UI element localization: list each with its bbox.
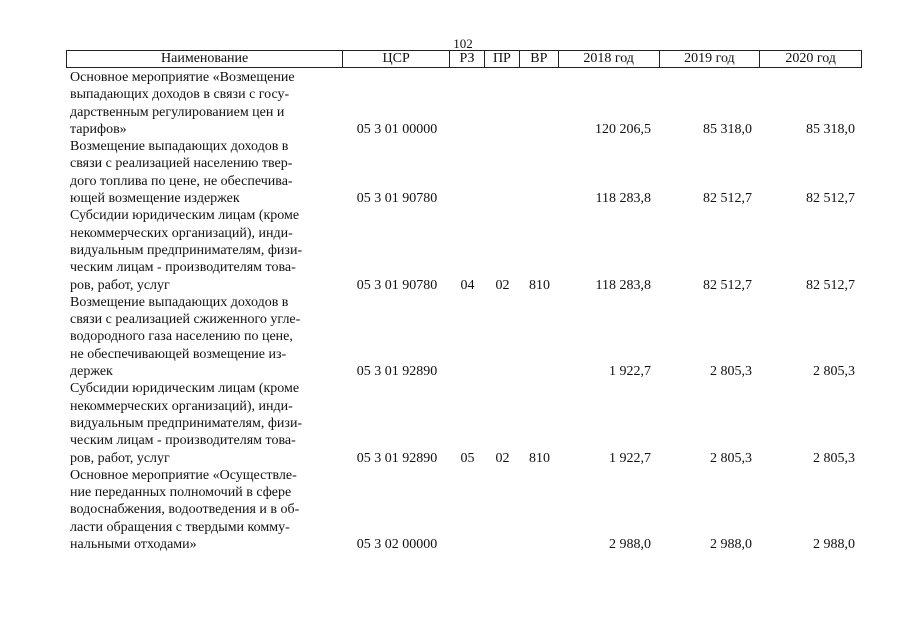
row-pr — [485, 121, 520, 138]
row-name-line: связи с реализацией населению твер- — [70, 156, 293, 172]
table-row — [66, 207, 866, 293]
row-value-2019: 2 805,3 — [710, 364, 752, 380]
row-vr: 810 — [529, 450, 550, 466]
row-name-line: некоммерческих организаций), инди- — [70, 225, 293, 241]
row-value-2019: 82 512,7 — [703, 277, 752, 293]
row-name-line: видуальным предпринимателям, физи- — [70, 242, 303, 258]
row-rz — [450, 363, 485, 380]
row-name-line: выпадающих доходов в связи с госу- — [70, 87, 290, 103]
table-row — [66, 380, 866, 466]
row-name-line: ласти обращения с твердыми комму- — [70, 519, 290, 535]
row-value-2020: 82 512,7 — [806, 191, 855, 207]
row-value-2019: 85 318,0 — [703, 121, 752, 137]
header-name: Наименование — [67, 51, 343, 67]
table-body — [66, 69, 866, 553]
row-csr: 05 3 01 92890 — [356, 364, 438, 380]
row-name-line: ние переданных полномочий в сфере — [70, 485, 292, 501]
row-pr — [485, 536, 520, 553]
row-name-line: водородного газа населению по цене, — [70, 329, 293, 345]
row-value-2020: 2 805,3 — [813, 450, 855, 466]
header-year-2020: 2020 год — [785, 51, 836, 66]
header-rz: РЗ — [450, 51, 485, 67]
row-name-line: видуальным предпринимателям, физи- — [70, 415, 303, 431]
row-rz — [450, 536, 485, 553]
row-rz — [450, 121, 485, 138]
row-name-line: ческим лицам - производителям това- — [70, 260, 296, 276]
row-value-2020: 82 512,7 — [806, 277, 855, 293]
row-value-2020: 85 318,0 — [806, 121, 855, 137]
row-pr: 02 — [495, 450, 510, 466]
row-vr — [520, 121, 559, 138]
row-name — [66, 467, 340, 553]
row-name-line: держек — [70, 364, 113, 380]
row-name — [66, 294, 340, 380]
row-name-line: тарифов» — [70, 121, 127, 137]
row-value-2018: 120 206,5 — [595, 121, 651, 137]
row-name-line: Субсидии юридическим лицам (кроме — [70, 381, 300, 397]
row-name — [66, 69, 340, 138]
table-header — [66, 50, 862, 68]
row-name — [66, 138, 340, 207]
row-name-line: не обеспечивающей возмещение из- — [70, 346, 287, 362]
row-vr — [520, 190, 559, 207]
row-pr: 02 — [495, 277, 510, 293]
row-vr — [520, 536, 559, 553]
row-name-line: ров, работ, услуг — [70, 450, 170, 466]
row-pr — [485, 363, 520, 380]
row-csr: 05 3 01 00000 — [356, 121, 438, 137]
row-value-2019: 2 805,3 — [710, 450, 752, 466]
row-name-line: нальными отходами» — [70, 537, 197, 553]
row-name-line: ющей возмещение издержек — [70, 191, 240, 207]
row-value-2018: 118 283,8 — [595, 277, 651, 293]
header-vr: ВР — [520, 51, 559, 67]
row-name-line: связи с реализацией сжиженного угле- — [70, 312, 301, 328]
row-name-line: дарственным регулированием цен и — [70, 104, 285, 120]
row-rz — [450, 190, 485, 207]
page-number: 102 — [453, 36, 473, 51]
header-csr: ЦСР — [343, 51, 450, 67]
table-row — [66, 69, 866, 138]
row-vr — [520, 363, 559, 380]
row-value-2019: 82 512,7 — [703, 191, 752, 207]
row-csr: 05 3 01 90780 — [356, 191, 438, 207]
row-name-line: ров, работ, услуг — [70, 277, 170, 293]
row-value-2019: 2 988,0 — [710, 537, 752, 553]
row-name-line: Основное мероприятие «Осуществле- — [70, 467, 297, 483]
row-name-line: Возмещение выпадающих доходов в — [70, 139, 289, 155]
row-name-line: водоснабжения, водоотведения и в об- — [70, 502, 300, 518]
header-year-2018: 2018 год — [559, 51, 660, 67]
row-name-line: Субсидии юридическим лицам (кроме — [70, 208, 300, 224]
row-name-line: Возмещение выпадающих доходов в — [70, 294, 289, 310]
row-name-line: некоммерческих организаций), инди- — [70, 398, 293, 414]
table-row — [66, 294, 866, 380]
row-value-2018: 2 988,0 — [609, 537, 651, 553]
row-name-line: дого топлива по цене, не обеспечива- — [70, 173, 293, 189]
row-name-line: Основное мероприятие «Возмещение — [70, 70, 295, 85]
row-value-2018: 118 283,8 — [595, 191, 651, 207]
table-row — [66, 138, 866, 207]
row-name-line: ческим лицам - производителям това- — [70, 433, 296, 449]
row-vr: 810 — [529, 277, 550, 293]
row-csr: 05 3 01 90780 — [356, 277, 438, 293]
row-rz: 04 — [460, 277, 475, 293]
header-pr: ПР — [485, 51, 520, 67]
header-year-2019: 2019 год — [660, 51, 761, 67]
row-value-2018: 1 922,7 — [609, 450, 651, 466]
row-csr: 05 3 02 00000 — [356, 537, 438, 553]
row-rz: 05 — [460, 450, 475, 466]
row-value-2018: 1 922,7 — [609, 364, 651, 380]
row-name — [66, 207, 340, 293]
table-row — [66, 467, 866, 553]
row-pr — [485, 190, 520, 207]
row-csr: 05 3 01 92890 — [356, 450, 438, 466]
row-value-2020: 2 805,3 — [813, 364, 855, 380]
row-name — [66, 380, 340, 466]
row-value-2020: 2 988,0 — [813, 537, 855, 553]
